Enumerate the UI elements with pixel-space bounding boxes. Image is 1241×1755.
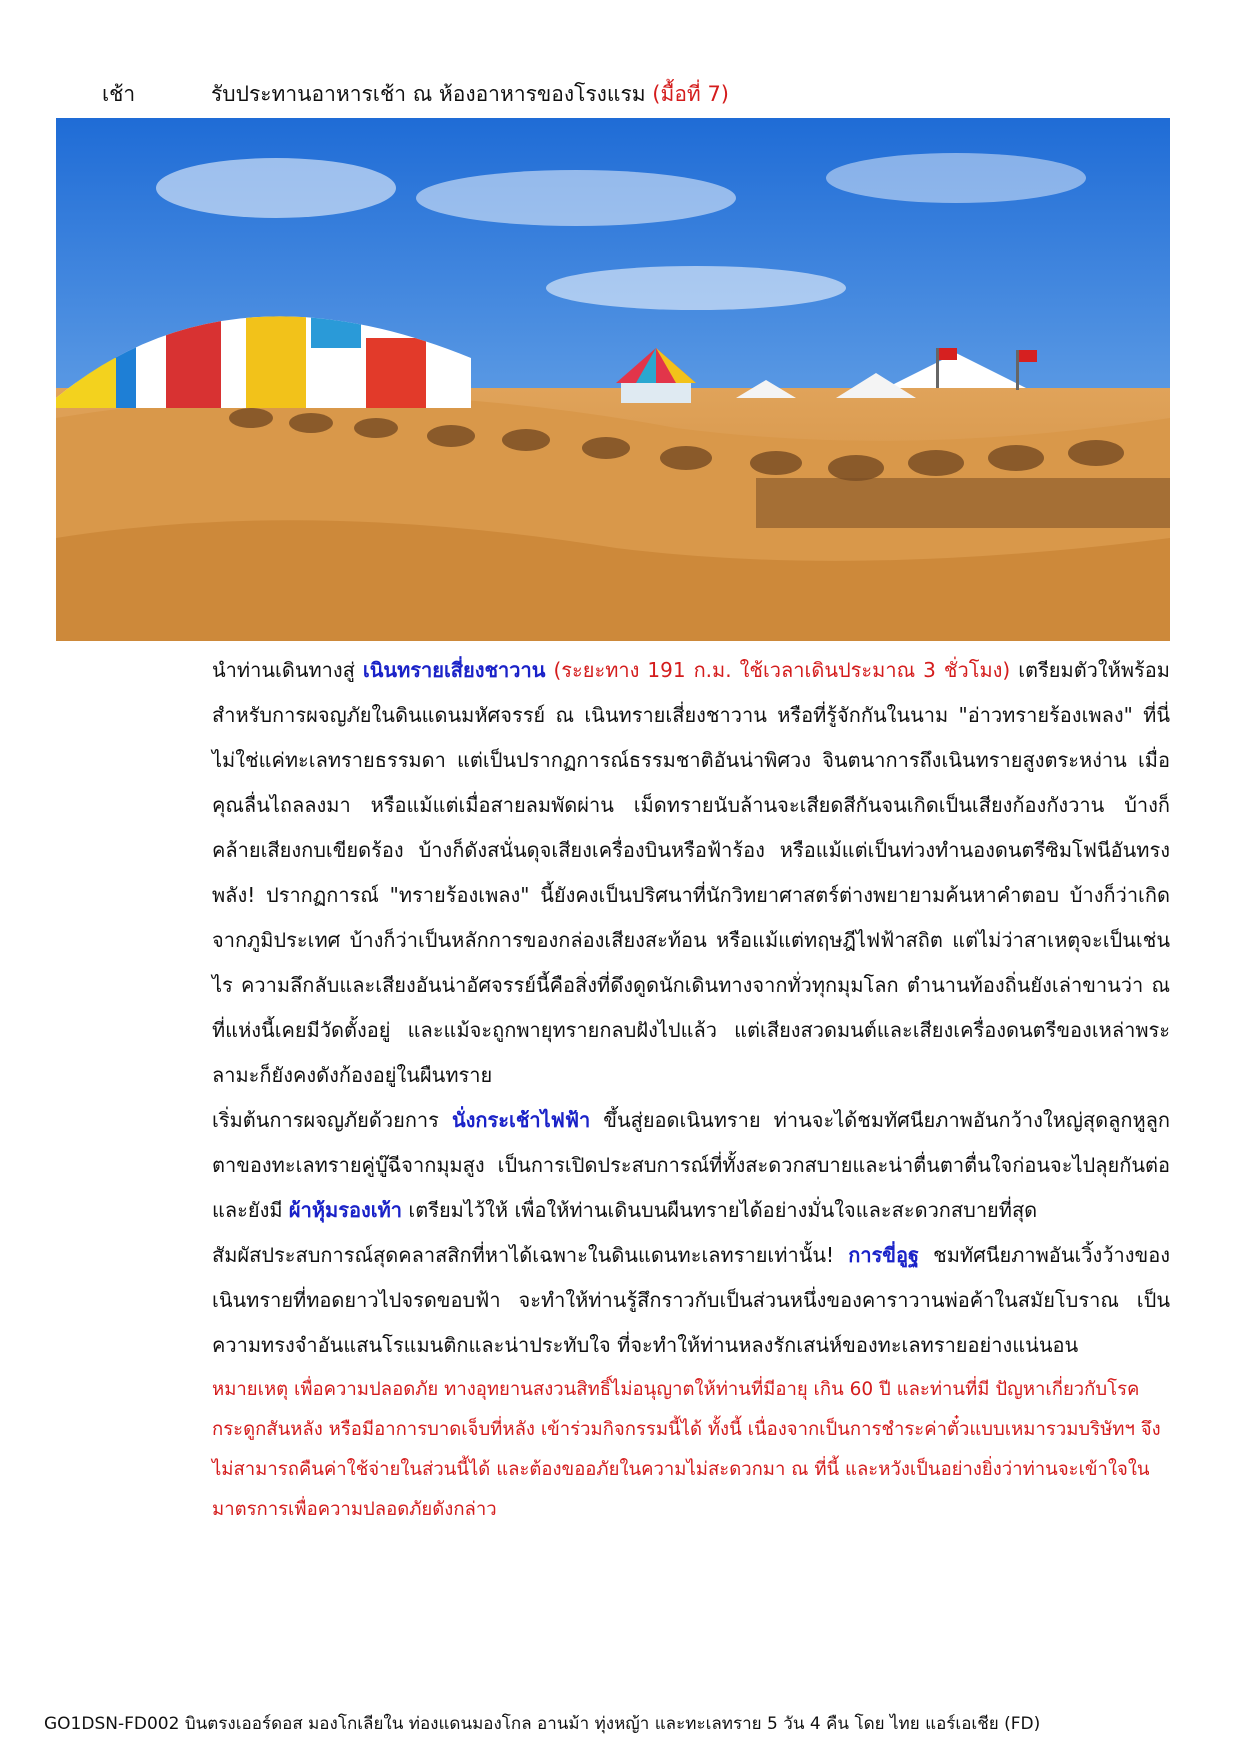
text-span: เริ่มต้นการผจญภัยด้วยการ	[212, 1108, 452, 1132]
paragraph-camel-ride	[212, 1233, 1170, 1368]
text-span: นำท่านเดินทางสู่	[212, 658, 363, 682]
meal-description	[211, 78, 729, 111]
safety-note: หมายเหตุ เพื่อความปลอดภัย ทางอุทยานสงวนสิทธิ์ไม่อนุญาตให้ท่านที่มีอายุ เกิน 60 ปี และท่านที่มี ปัญหาเกี่ยวกับโรคกระดูกสันหลัง หรือมีอาการบาดเจ็บที่หลัง เข้าร่วมกิจกรรมนี้ได้ ทั้งนี้ เนื่องจากเป็นการชำระค่าตั๋วแบบเหมารวมบริษัทฯ จึงไม่สามารถคืนค่าใช้จ่ายในส่วนนี้ได้ และต้องขออภัยในความไม่สะดวกมา ณ ที่นี้ และหวังเป็นอย่างยิ่งว่าท่านจะเข้าใจในมาตรการเพื่อความปลอดภัยดังกล่าว	[212, 1379, 1161, 1520]
distance-info: (ระยะทาง 191 ก.ม. ใช้เวลาเดินประมาณ 3 ชั่วโมง)	[545, 658, 1011, 682]
text-span: เตรียมตัวให้พร้อมสำหรับการผจญภัยในดินแดนมหัศจรรย์ ณ เนินทรายเสี่ยงชาวาน หรือที่รู้จักกันในนาม "อ่าวทรายร้องเพลง" ที่นี่ไม่ใช่แค่ทะเลทรายธรรมดา แต่เป็นปรากฏการณ์ธรรมชาติอันน่าพิศวง จินตนาการถึงเนินทรายสูงตระหง่าน เมื่อคุณลื่นไถลลงมา หรือแม้แต่เมื่อสายลมพัดผ่าน เม็ดทรายนับล้านจะเสียดสีกันจนเกิดเป็นเสียงก้องกังวาน บ้างก็คล้ายเสียงกบเขียดร้อง บ้างก็ดังสนั่นดุจเสียงเครื่องบินหรือฟ้าร้อง หรือแม้แต่เป็นท่วงทำนองดนตรีซิมโฟนีอันทรงพลัง! ปรากฏการณ์ "ทรายร้องเพลง" นี้ยังคงเป็นปริศนาที่นักวิทยาศาสตร์ต่างพยายามค้นหาคำตอบ บ้างก็ว่าเกิดจากภูมิประเทศ บ้างก็ว่าเป็นหลักการของกล่องเสียงสะท้อน หรือแม้แต่ทฤษฎีไฟฟ้าสถิต แต่ไม่ว่าสาเหตุจะเป็นเช่นไร ความลึกลับและเสียงอันน่าอัศจรรย์นี้คือสิ่งที่ดึงดูดนักเดินทางจากทั่วทุกมุมโลก ตำนานท้องถิ่นยังเล่าขานว่า ณ ที่แห่งนี้เคยมีวัดตั้งอยู่ และแม้จะถูกพายุทรายกลบฝังไปแล้ว แต่เสียงสวดมนต์และเสียงเครื่องดนตรีของเหล่าพระลามะก็ยังคงดังก้องอยู่ในผืนทราย	[212, 658, 1170, 1087]
text-span: ขึ้นสู่ยอดเนินทราย ท่านจะได้ชมทัศนียภาพอันกว้างใหญ่สุดลูกหูลูกตาของทะเลทรายคู่บู๊ฉีจากมุมสูง เป็นการเปิดประสบการณ์ที่ทั้งสะดวกสบายและน่าตื่นตาตื่นใจก่อนจะไปลุยกันต่อ และยังมี	[212, 1108, 1170, 1222]
paragraph-singing-sand	[212, 648, 1170, 1098]
highlight-singing-sand-dune: เนินทรายเสี่ยงชาวาน	[362, 658, 546, 682]
highlight-cable-car: นั่งกระเช้าไฟฟ้า	[451, 1108, 591, 1132]
highlight-shoe-cover: ผ้าหุ้มรองเท้า	[288, 1198, 403, 1222]
time-period-label: เช้า	[102, 82, 136, 106]
desert-camel-photo	[56, 118, 1170, 641]
meal-number: (มื้อที่ 7)	[652, 82, 730, 106]
text-span: สัมผัสประสบการณ์สุดคลาสสิกที่หาได้เฉพาะในดินแดนทะเลทรายเท่านั้น!	[212, 1243, 849, 1267]
highlight-camel-riding: การขี่อูฐ	[848, 1243, 920, 1267]
day-schedule-header	[0, 72, 1241, 112]
text-span: ชมทัศนียภาพอันเวิ้งว้างของเนินทรายที่ทอดยาวไปจรดขอบฟ้า จะทำให้ท่านรู้สึกราวกับเป็นส่วนหนึ่งของคาราวานพ่อค้าในสมัยโบราณ เป็นความทรงจำอันแสนโรแมนติกและน่าประทับใจ ที่จะทำให้ท่านหลงรักเสน่ห์ของทะเลทรายอย่างแน่นอน	[212, 1243, 1170, 1357]
paragraph-cable-car	[212, 1098, 1170, 1233]
text-span: เตรียมไว้ให้ เพื่อให้ท่านเดินบนผืนทรายได้อย่างมั่นใจและสะดวกสบายที่สุด	[402, 1198, 1038, 1222]
meal-text: รับประทานอาหารเช้า ณ ห้องอาหารของโรงแรม	[211, 82, 646, 106]
tour-description	[212, 648, 1170, 1530]
desert-camel-illustration	[56, 118, 1170, 641]
document-footer: GO1DSN-FD002 บินตรงเออร์ดอส มองโกเลียใน ท่องแดนมองโกล อานม้า ทุ่งหญ้า และทะเลทราย 5 วัน 4 คืน โดย ไทย แอร์เอเชีย (FD)	[44, 1714, 1041, 1734]
